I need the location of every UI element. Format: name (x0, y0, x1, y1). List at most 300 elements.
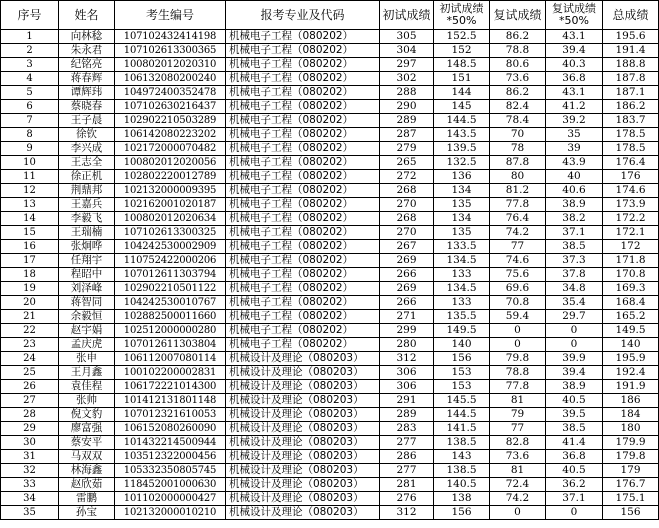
cell-seq: 17 (1, 254, 59, 268)
cell-prelim: 270 (380, 226, 434, 240)
cell-retest-weighted: 39.9 (546, 352, 603, 366)
cell-retest-weighted: 37.3 (546, 254, 603, 268)
cell-exam-id: 105332350805745 (115, 464, 226, 478)
cell-prelim: 289 (380, 114, 434, 128)
cell-name: 荆鼎邦 (59, 184, 115, 198)
cell-major: 机械设计及理论（080203） (226, 492, 380, 506)
cell-prelim: 276 (380, 492, 434, 506)
cell-major: 机械电子工程（080202） (226, 212, 380, 226)
table-row (1, 254, 659, 268)
cell-seq: 5 (1, 86, 59, 100)
table-row (1, 100, 659, 114)
cell-name: 王志全 (59, 156, 115, 170)
header-row (1, 1, 659, 30)
cell-prelim-weighted: 139.5 (434, 142, 490, 156)
cell-seq: 2 (1, 44, 59, 58)
cell-exam-id: 107012611303804 (115, 338, 226, 352)
cell-seq: 34 (1, 492, 59, 506)
cell-name: 孙宝 (59, 506, 115, 520)
cell-total: 186.2 (603, 100, 659, 114)
cell-major: 机械设计及理论（080203） (226, 380, 380, 394)
cell-exam-id: 107102613300325 (115, 226, 226, 240)
cell-prelim: 312 (380, 506, 434, 520)
header-line-1: 复试成绩 (552, 2, 596, 15)
header-seq: 序号 (1, 1, 59, 30)
table-row (1, 464, 659, 478)
cell-prelim: 283 (380, 422, 434, 436)
cell-seq: 18 (1, 268, 59, 282)
cell-retest-weighted: 38.2 (546, 212, 603, 226)
cell-name: 蔡晓春 (59, 100, 115, 114)
cell-prelim-weighted: 134.5 (434, 254, 490, 268)
cell-total: 178.5 (603, 142, 659, 156)
table-row (1, 296, 659, 310)
cell-retest: 82.4 (490, 100, 546, 114)
cell-retest: 81 (490, 464, 546, 478)
table-row (1, 184, 659, 198)
cell-retest: 0 (490, 506, 546, 520)
cell-retest: 80 (490, 170, 546, 184)
cell-retest: 79.8 (490, 352, 546, 366)
cell-retest-weighted: 37.1 (546, 226, 603, 240)
cell-prelim: 302 (380, 72, 434, 86)
cell-retest-weighted: 36.2 (546, 478, 603, 492)
cell-retest-weighted: 38.9 (546, 198, 603, 212)
cell-prelim-weighted: 133 (434, 268, 490, 282)
cell-retest-weighted: 40.5 (546, 394, 603, 408)
cell-name: 纪铭亮 (59, 58, 115, 72)
cell-retest: 73.6 (490, 72, 546, 86)
cell-seq: 22 (1, 324, 59, 338)
cell-retest: 78.8 (490, 366, 546, 380)
cell-major: 机械电子工程（080202） (226, 198, 380, 212)
cell-major: 机械设计及理论（080203） (226, 394, 380, 408)
cell-name: 蒋智同 (59, 296, 115, 310)
cell-name: 蔡安平 (59, 436, 115, 450)
cell-retest-weighted: 36.8 (546, 72, 603, 86)
cell-name: 张申 (59, 352, 115, 366)
cell-seq: 32 (1, 464, 59, 478)
cell-seq: 12 (1, 184, 59, 198)
cell-prelim-weighted: 152 (434, 44, 490, 58)
cell-retest-weighted: 40.6 (546, 184, 603, 198)
cell-total: 195.6 (603, 30, 659, 44)
cell-name: 马双双 (59, 450, 115, 464)
cell-prelim-weighted: 135 (434, 226, 490, 240)
cell-prelim-weighted: 151 (434, 72, 490, 86)
cell-retest: 74.6 (490, 254, 546, 268)
cell-prelim: 287 (380, 128, 434, 142)
table-body (1, 30, 659, 520)
cell-seq: 14 (1, 212, 59, 226)
cell-seq: 29 (1, 422, 59, 436)
cell-seq: 7 (1, 114, 59, 128)
cell-seq: 30 (1, 436, 59, 450)
cell-name: 赵宇娟 (59, 324, 115, 338)
table-row (1, 58, 659, 72)
cell-exam-id: 102132000010210 (115, 506, 226, 520)
cell-seq: 15 (1, 226, 59, 240)
header-retest: 复试成绩 (490, 1, 546, 30)
table-row (1, 44, 659, 58)
cell-prelim: 279 (380, 142, 434, 156)
table-row (1, 212, 659, 226)
cell-retest: 81 (490, 394, 546, 408)
cell-retest: 82.8 (490, 436, 546, 450)
cell-major: 机械设计及理论（080203） (226, 450, 380, 464)
cell-total: 179.9 (603, 436, 659, 450)
cell-seq: 9 (1, 142, 59, 156)
cell-prelim-weighted: 133 (434, 296, 490, 310)
cell-total: 195.9 (603, 352, 659, 366)
cell-prelim: 304 (380, 44, 434, 58)
table-row (1, 226, 659, 240)
cell-major: 机械设计及理论（080203） (226, 408, 380, 422)
cell-retest: 74.2 (490, 226, 546, 240)
cell-total: 176.7 (603, 478, 659, 492)
cell-prelim-weighted: 144.5 (434, 408, 490, 422)
cell-name: 赵欣茹 (59, 478, 115, 492)
cell-retest-weighted: 40 (546, 170, 603, 184)
header-major: 报考专业及代码 (226, 1, 380, 30)
cell-major: 机械电子工程（080202） (226, 128, 380, 142)
cell-retest-weighted: 39.5 (546, 408, 603, 422)
cell-total: 178.5 (603, 128, 659, 142)
cell-exam-id: 106142080223202 (115, 128, 226, 142)
cell-major: 机械电子工程（080202） (226, 282, 380, 296)
cell-retest: 72.4 (490, 478, 546, 492)
cell-retest: 77 (490, 240, 546, 254)
cell-total: 170.8 (603, 268, 659, 282)
cell-total: 173.9 (603, 198, 659, 212)
cell-exam-id: 100802012020310 (115, 58, 226, 72)
cell-major: 机械电子工程（080202） (226, 184, 380, 198)
cell-seq: 33 (1, 478, 59, 492)
cell-prelim-weighted: 144 (434, 86, 490, 100)
table-row (1, 408, 659, 422)
cell-retest: 81.2 (490, 184, 546, 198)
table-row (1, 380, 659, 394)
cell-retest-weighted: 39.4 (546, 366, 603, 380)
table-row (1, 366, 659, 380)
cell-retest: 80.6 (490, 58, 546, 72)
header-retest-weighted (546, 1, 603, 30)
table-row (1, 282, 659, 296)
cell-prelim: 289 (380, 408, 434, 422)
cell-exam-id: 106112007080114 (115, 352, 226, 366)
cell-retest-weighted: 39.4 (546, 44, 603, 58)
cell-prelim: 270 (380, 198, 434, 212)
cell-seq: 16 (1, 240, 59, 254)
cell-seq: 27 (1, 394, 59, 408)
cell-exam-id: 106132080200240 (115, 72, 226, 86)
cell-name: 程昭中 (59, 268, 115, 282)
cell-prelim-weighted: 133.5 (434, 240, 490, 254)
table-row (1, 338, 659, 352)
cell-total: 179.8 (603, 450, 659, 464)
cell-name: 徐钦 (59, 128, 115, 142)
cell-prelim: 272 (380, 170, 434, 184)
cell-retest-weighted: 38.9 (546, 380, 603, 394)
cell-total: 187.8 (603, 72, 659, 86)
table-row (1, 310, 659, 324)
cell-retest-weighted: 0 (546, 324, 603, 338)
cell-exam-id: 102512000000280 (115, 324, 226, 338)
cell-total: 183.7 (603, 114, 659, 128)
cell-name: 李毅飞 (59, 212, 115, 226)
cell-major: 机械设计及理论（080203） (226, 478, 380, 492)
cell-retest-weighted: 40.3 (546, 58, 603, 72)
cell-retest: 79 (490, 408, 546, 422)
cell-exam-id: 104972400352478 (115, 86, 226, 100)
cell-prelim: 306 (380, 380, 434, 394)
cell-seq: 4 (1, 72, 59, 86)
cell-exam-id: 110752422000206 (115, 254, 226, 268)
cell-name: 蒋春辉 (59, 72, 115, 86)
cell-seq: 6 (1, 100, 59, 114)
cell-name: 刘泽峰 (59, 282, 115, 296)
cell-prelim-weighted: 132.5 (434, 156, 490, 170)
cell-name: 廖富强 (59, 422, 115, 436)
cell-seq: 24 (1, 352, 59, 366)
cell-seq: 26 (1, 380, 59, 394)
cell-exam-id: 102132000009395 (115, 184, 226, 198)
cell-retest-weighted: 0 (546, 506, 603, 520)
cell-retest-weighted: 38.5 (546, 240, 603, 254)
cell-name: 任翔宇 (59, 254, 115, 268)
cell-prelim-weighted: 145 (434, 100, 490, 114)
header-line-2: *50% (446, 14, 477, 27)
cell-prelim: 265 (380, 156, 434, 170)
cell-name: 张帅 (59, 394, 115, 408)
cell-retest-weighted: 38.5 (546, 422, 603, 436)
cell-retest: 78.4 (490, 114, 546, 128)
cell-total: 156 (603, 506, 659, 520)
table-row (1, 324, 659, 338)
cell-name: 雷鹏 (59, 492, 115, 506)
cell-seq: 13 (1, 198, 59, 212)
cell-prelim-weighted: 140.5 (434, 478, 490, 492)
cell-total: 180 (603, 422, 659, 436)
cell-retest: 77.8 (490, 380, 546, 394)
cell-total: 192.4 (603, 366, 659, 380)
cell-total: 176.4 (603, 156, 659, 170)
cell-name: 朱永君 (59, 44, 115, 58)
cell-retest: 0 (490, 338, 546, 352)
header-exam-id: 考生编号 (115, 1, 226, 30)
cell-name: 孟庆虎 (59, 338, 115, 352)
table-row (1, 170, 659, 184)
cell-retest-weighted: 43.9 (546, 156, 603, 170)
cell-major: 机械电子工程（080202） (226, 114, 380, 128)
cell-name: 余毅恒 (59, 310, 115, 324)
cell-prelim: 297 (380, 58, 434, 72)
cell-retest-weighted: 36.8 (546, 450, 603, 464)
cell-total: 179 (603, 464, 659, 478)
cell-total: 168.4 (603, 296, 659, 310)
cell-retest: 78.8 (490, 44, 546, 58)
cell-total: 184 (603, 408, 659, 422)
cell-retest: 74.2 (490, 492, 546, 506)
cell-retest-weighted: 35.4 (546, 296, 603, 310)
cell-prelim: 271 (380, 310, 434, 324)
cell-major: 机械电子工程（080202） (226, 254, 380, 268)
cell-exam-id: 104242530002909 (115, 240, 226, 254)
cell-total: 174.6 (603, 184, 659, 198)
cell-name: 李兴成 (59, 142, 115, 156)
cell-exam-id: 107012611303794 (115, 268, 226, 282)
table-row (1, 478, 659, 492)
cell-major: 机械设计及理论（080203） (226, 506, 380, 520)
cell-retest-weighted: 34.8 (546, 282, 603, 296)
table-row (1, 128, 659, 142)
cell-prelim: 280 (380, 338, 434, 352)
cell-seq: 3 (1, 58, 59, 72)
header-prelim: 初试成绩 (380, 1, 434, 30)
cell-major: 机械电子工程（080202） (226, 240, 380, 254)
cell-prelim: 269 (380, 254, 434, 268)
cell-total: 171.8 (603, 254, 659, 268)
cell-exam-id: 102902210501122 (115, 282, 226, 296)
cell-exam-id: 100102200002831 (115, 366, 226, 380)
cell-major: 机械设计及理论（080203） (226, 366, 380, 380)
cell-total: 140 (603, 338, 659, 352)
cell-total: 186 (603, 394, 659, 408)
cell-retest-weighted: 43.1 (546, 30, 603, 44)
cell-retest: 78 (490, 142, 546, 156)
cell-name: 徐正机 (59, 170, 115, 184)
cell-total: 188.8 (603, 58, 659, 72)
cell-exam-id: 102882500011660 (115, 310, 226, 324)
cell-prelim-weighted: 152.5 (434, 30, 490, 44)
header-line-2: *50% (559, 14, 589, 27)
cell-retest-weighted: 41.4 (546, 436, 603, 450)
cell-major: 机械设计及理论（080203） (226, 422, 380, 436)
cell-seq: 35 (1, 506, 59, 520)
table-row (1, 268, 659, 282)
cell-major: 机械电子工程（080202） (226, 156, 380, 170)
cell-prelim-weighted: 143.5 (434, 128, 490, 142)
cell-prelim: 268 (380, 184, 434, 198)
cell-retest-weighted: 43.1 (546, 86, 603, 100)
cell-prelim: 269 (380, 282, 434, 296)
cell-prelim-weighted: 136 (434, 170, 490, 184)
cell-prelim: 281 (380, 478, 434, 492)
table-row (1, 492, 659, 506)
cell-prelim-weighted: 134 (434, 212, 490, 226)
table-row (1, 436, 659, 450)
cell-prelim: 266 (380, 268, 434, 282)
cell-name: 林海鑫 (59, 464, 115, 478)
cell-prelim-weighted: 145.5 (434, 394, 490, 408)
cell-retest-weighted: 37.8 (546, 268, 603, 282)
cell-seq: 1 (1, 30, 59, 44)
table-row (1, 156, 659, 170)
cell-seq: 8 (1, 128, 59, 142)
cell-total: 176 (603, 170, 659, 184)
cell-prelim-weighted: 140 (434, 338, 490, 352)
cell-prelim-weighted: 135.5 (434, 310, 490, 324)
cell-name: 王月鑫 (59, 366, 115, 380)
cell-retest: 86.2 (490, 30, 546, 44)
cell-retest-weighted: 40.5 (546, 464, 603, 478)
cell-total: 172.1 (603, 226, 659, 240)
cell-major: 机械电子工程（080202） (226, 72, 380, 86)
cell-prelim-weighted: 156 (434, 506, 490, 520)
cell-total: 169.3 (603, 282, 659, 296)
cell-major: 机械电子工程（080202） (226, 100, 380, 114)
cell-retest-weighted: 29.7 (546, 310, 603, 324)
table-row (1, 114, 659, 128)
cell-prelim-weighted: 153 (434, 380, 490, 394)
cell-exam-id: 107102613300365 (115, 44, 226, 58)
cell-retest: 59.4 (490, 310, 546, 324)
cell-total: 191.9 (603, 380, 659, 394)
cell-prelim: 268 (380, 212, 434, 226)
table-row (1, 352, 659, 366)
cell-major: 机械电子工程（080202） (226, 296, 380, 310)
cell-retest: 70 (490, 128, 546, 142)
cell-exam-id: 106172221014300 (115, 380, 226, 394)
cell-name: 袁佳程 (59, 380, 115, 394)
cell-retest: 77 (490, 422, 546, 436)
cell-seq: 20 (1, 296, 59, 310)
table-row (1, 422, 659, 436)
cell-major: 机械电子工程（080202） (226, 86, 380, 100)
cell-prelim-weighted: 144.5 (434, 114, 490, 128)
cell-prelim: 277 (380, 464, 434, 478)
cell-prelim-weighted: 138.5 (434, 436, 490, 450)
table-row (1, 142, 659, 156)
cell-retest-weighted: 37.1 (546, 492, 603, 506)
header-line-1: 初试成绩 (439, 2, 484, 15)
cell-seq: 25 (1, 366, 59, 380)
table-row (1, 450, 659, 464)
cell-exam-id: 104242530010767 (115, 296, 226, 310)
cell-prelim: 290 (380, 100, 434, 114)
table-row (1, 506, 659, 520)
cell-exam-id: 102172000070482 (115, 142, 226, 156)
cell-prelim: 277 (380, 436, 434, 450)
cell-major: 机械电子工程（080202） (226, 310, 380, 324)
cell-seq: 31 (1, 450, 59, 464)
table-row (1, 198, 659, 212)
cell-major: 机械电子工程（080202） (226, 338, 380, 352)
cell-prelim: 267 (380, 240, 434, 254)
header-prelim-weighted (434, 1, 490, 30)
cell-major: 机械电子工程（080202） (226, 268, 380, 282)
cell-prelim: 286 (380, 450, 434, 464)
cell-prelim-weighted: 135 (434, 198, 490, 212)
cell-retest: 76.4 (490, 212, 546, 226)
cell-prelim-weighted: 153 (434, 366, 490, 380)
cell-retest-weighted: 0 (546, 338, 603, 352)
cell-retest-weighted: 35 (546, 128, 603, 142)
table-row (1, 86, 659, 100)
cell-prelim-weighted: 148.5 (434, 58, 490, 72)
cell-major: 机械电子工程（080202） (226, 142, 380, 156)
cell-prelim-weighted: 134 (434, 184, 490, 198)
cell-retest: 75.6 (490, 268, 546, 282)
cell-name: 张炯哗 (59, 240, 115, 254)
cell-exam-id: 102902210503289 (115, 114, 226, 128)
cell-major: 机械电子工程（080202） (226, 226, 380, 240)
cell-retest: 77.8 (490, 198, 546, 212)
cell-major: 机械电子工程（080202） (226, 58, 380, 72)
cell-prelim-weighted: 141.5 (434, 422, 490, 436)
table-row (1, 72, 659, 86)
cell-seq: 28 (1, 408, 59, 422)
